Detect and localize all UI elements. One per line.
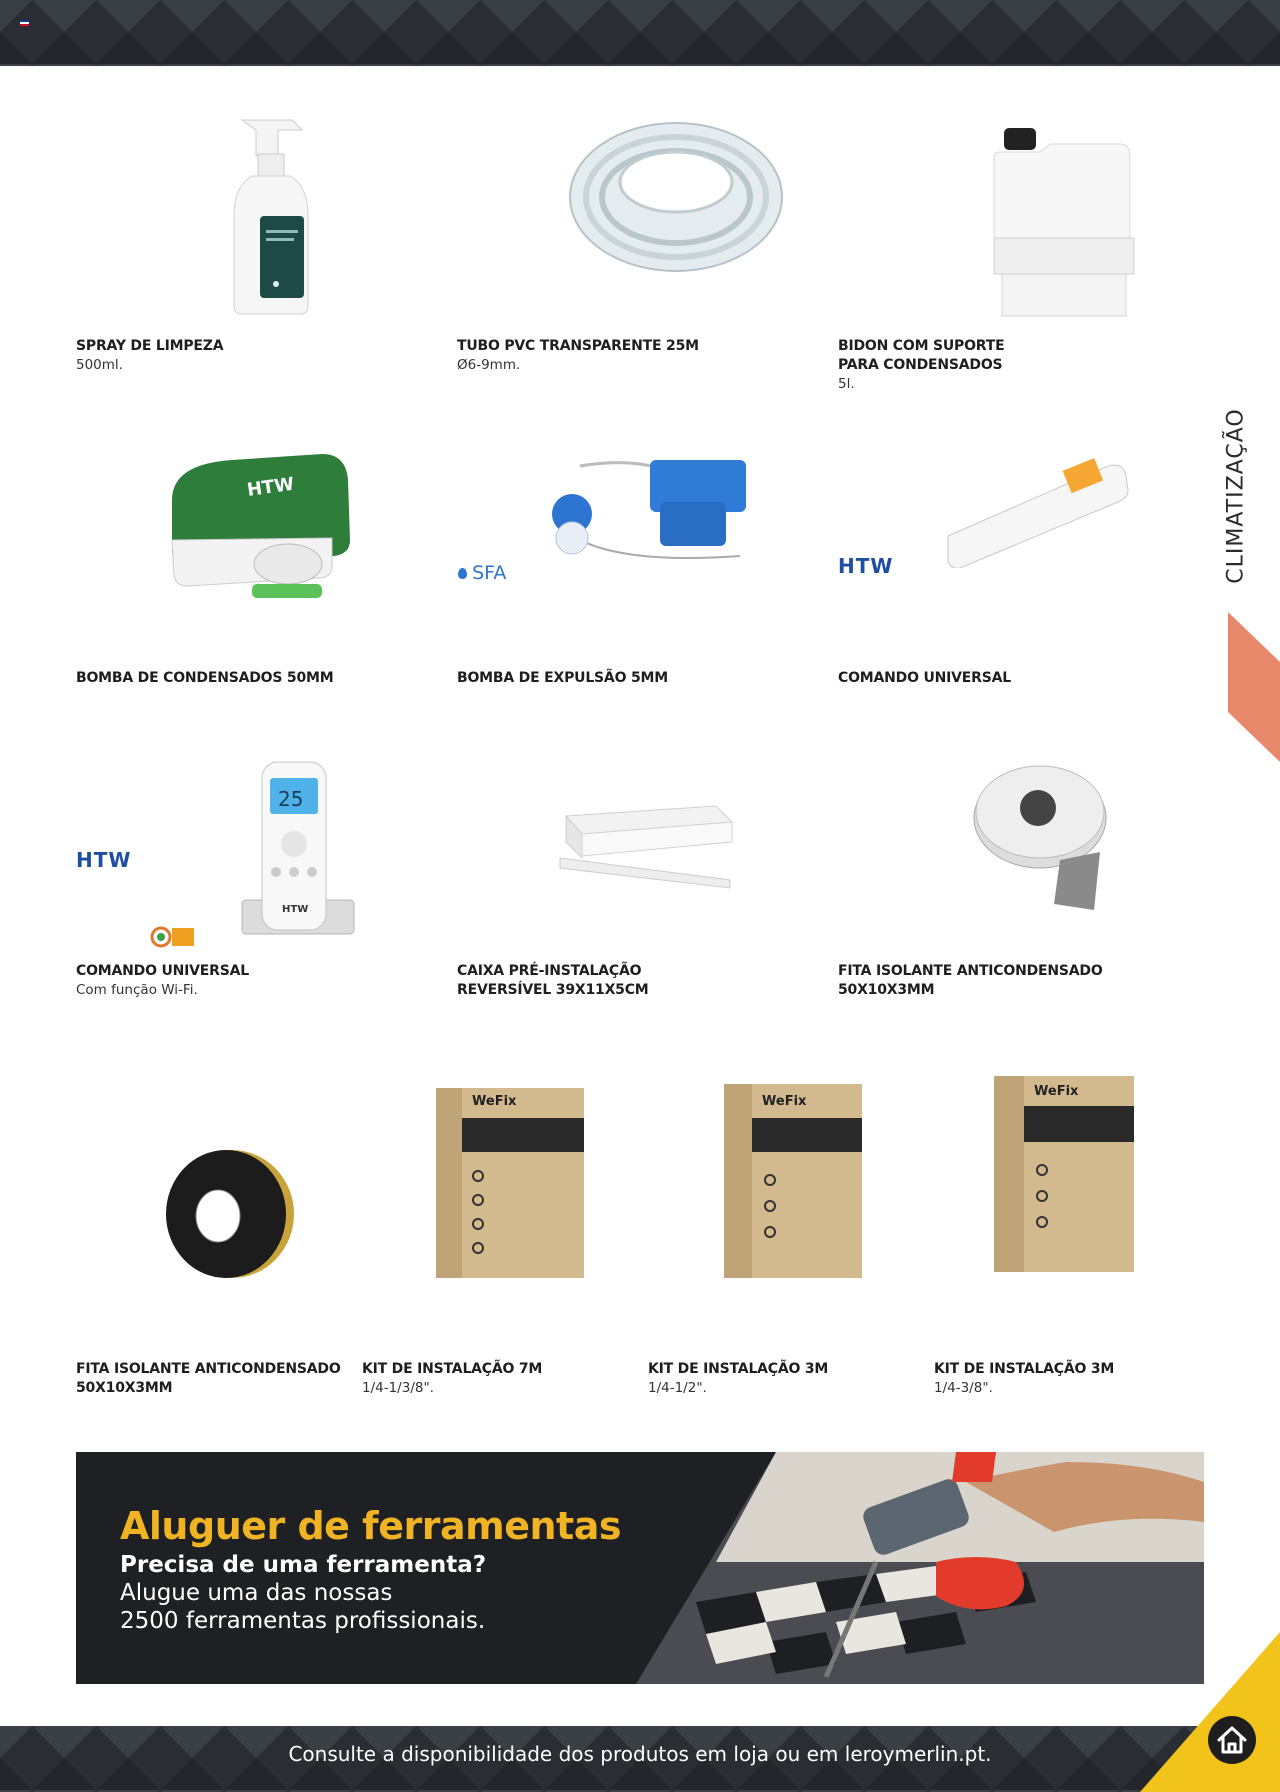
product-image-caixa bbox=[556, 788, 746, 898]
product-image-bomba-condensados bbox=[158, 450, 358, 610]
product-image-comando-wifi bbox=[238, 760, 358, 940]
brand-text: HTW bbox=[838, 554, 894, 578]
banner-text: Alugue uma das nossas bbox=[120, 1580, 393, 1606]
product-name: FITA ISOLANTE ANTICONDENSADO 50X10X3MM bbox=[838, 963, 1103, 998]
product-name: COMANDO UNIVERSAL bbox=[838, 670, 1011, 686]
product-name: TUBO PVC TRANSPARENTE 25M bbox=[457, 338, 699, 354]
section-tab-wedge bbox=[1228, 612, 1280, 762]
drop-icon bbox=[458, 568, 467, 579]
product-image-fita-branca bbox=[970, 760, 1120, 910]
brand-logo-sfa bbox=[458, 562, 528, 584]
product-name: SPRAY DE LIMPEZA bbox=[76, 338, 224, 354]
footer-text: Consulte a disponibilidade dos produtos em loja ou em leroymerlin.pt. bbox=[288, 1742, 992, 1766]
brand-text: HTW bbox=[282, 904, 309, 915]
product-spec: 500ml. bbox=[76, 357, 123, 373]
brand-text: WeFix bbox=[762, 1094, 807, 1109]
section-side-label bbox=[1218, 408, 1254, 583]
product-label bbox=[76, 337, 223, 375]
banner-title: Aluguer de ferramentas bbox=[120, 1504, 621, 1548]
product-label bbox=[457, 962, 649, 1000]
product-image-comando bbox=[942, 458, 1132, 568]
banner-text: 2500 ferramentas profissionais. bbox=[120, 1608, 486, 1634]
product-spec: Ø6-9mm. bbox=[457, 357, 521, 373]
product-image-spray bbox=[228, 108, 348, 318]
product-spec: 5l. bbox=[838, 376, 855, 392]
product-name: BOMBA DE CONDENSADOS 50MM bbox=[76, 670, 334, 686]
brand-text: WeFix bbox=[1034, 1084, 1079, 1099]
banner-photo-drill bbox=[636, 1452, 1204, 1684]
home-icon[interactable] bbox=[1206, 1714, 1258, 1766]
display-text: 25 bbox=[278, 787, 304, 811]
product-label bbox=[934, 1360, 1114, 1398]
product-label bbox=[457, 669, 668, 688]
header-band bbox=[0, 0, 1280, 66]
product-image-fita-preta bbox=[160, 1146, 296, 1282]
product-name: FITA ISOLANTE ANTICONDENSADO 50X10X3MM bbox=[76, 1361, 341, 1396]
product-image-bomba-expulsao bbox=[540, 456, 770, 576]
wifi-badge-icon bbox=[150, 926, 198, 948]
product-spec: 1/4-1/2". bbox=[648, 1380, 707, 1396]
product-name: KIT DE INSTALAÇÃO 3M bbox=[934, 1361, 1115, 1377]
brand-text: SFA bbox=[472, 562, 507, 584]
product-name: COMANDO UNIVERSAL bbox=[76, 963, 249, 979]
product-label bbox=[838, 337, 1004, 394]
product-image-kit-3m-b bbox=[994, 1076, 1134, 1272]
product-label bbox=[838, 669, 1011, 688]
product-label bbox=[457, 337, 699, 375]
product-name: KIT DE INSTALAÇÃO 3M bbox=[648, 1361, 829, 1377]
product-name: BOMBA DE EXPULSÃO 5MM bbox=[457, 670, 668, 686]
product-image-kit-3m-a bbox=[724, 1084, 862, 1278]
tool-rental-banner[interactable] bbox=[76, 1452, 1204, 1684]
section-name: CLIMATIZAÇÃO bbox=[1223, 407, 1249, 584]
product-spec: 1/4-1/3/8". bbox=[362, 1380, 434, 1396]
product-label bbox=[648, 1360, 828, 1398]
product-label bbox=[76, 669, 333, 688]
banner-question: Precisa de uma ferramenta? bbox=[120, 1552, 487, 1578]
product-label bbox=[76, 1360, 341, 1398]
flag-icon bbox=[20, 20, 29, 26]
product-spec: Com função Wi-Fi. bbox=[76, 982, 198, 998]
product-spec: 1/4-3/8". bbox=[934, 1380, 993, 1396]
product-name: BIDON COM SUPORTE PARA CONDENSADOS bbox=[838, 338, 1005, 373]
brand-logo-htw bbox=[76, 848, 146, 878]
product-name: KIT DE INSTALAÇÃO 7M bbox=[362, 1361, 543, 1377]
product-image-bidon bbox=[990, 120, 1140, 326]
product-name: CAIXA PRÉ-INSTALAÇÃO REVERSÍVEL 39X11X5CM bbox=[457, 963, 649, 998]
brand-text: HTW bbox=[76, 848, 132, 872]
product-image-tubo bbox=[566, 112, 786, 282]
brand-logo-htw bbox=[838, 554, 908, 584]
product-label bbox=[362, 1360, 542, 1398]
product-label bbox=[76, 962, 249, 1000]
product-label bbox=[838, 962, 1103, 1000]
brand-text: WeFix bbox=[472, 1094, 517, 1109]
corner-accent bbox=[1140, 1632, 1280, 1792]
product-image-kit-7m bbox=[436, 1088, 584, 1278]
brand-text: HTW bbox=[245, 473, 296, 501]
